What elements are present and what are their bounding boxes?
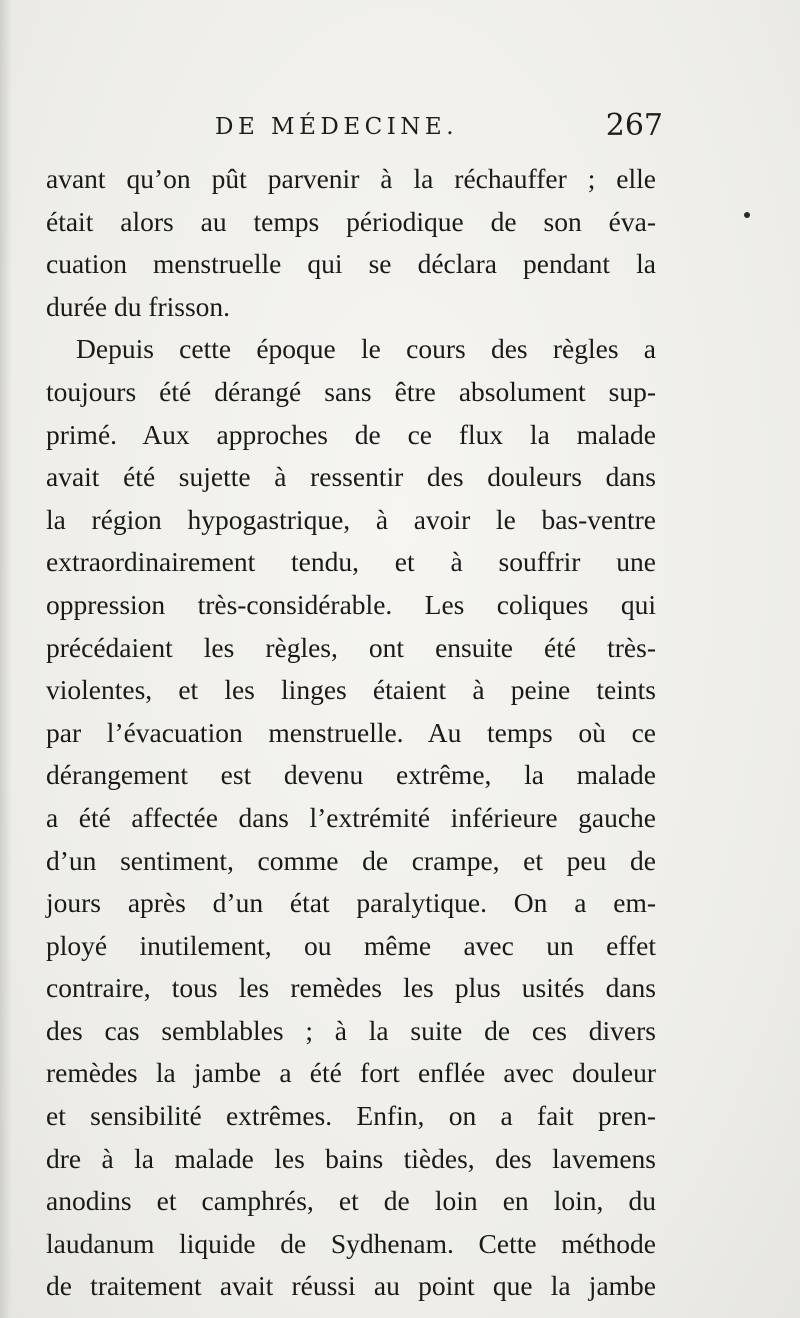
text-line: ployé inutilement, ou même avec un effet [46, 929, 656, 961]
text-line: dérangement est devenu extrême, la malade [46, 759, 656, 791]
text-line: cuation menstruelle qui se déclara pendant la [46, 248, 656, 280]
text-line: et sensibilité extrêmes. Enfin, on a fait pren- [46, 1100, 656, 1132]
running-title: DE MÉDECINE. [215, 114, 459, 140]
text-line: était alors au temps périodique de son éva- [46, 205, 656, 237]
text-line: dre à la malade les bains tièdes, des lavemens [46, 1142, 656, 1174]
page-edge-shadow [0, 0, 12, 1318]
text-line: primé. Aux approches de ce flux la malade [46, 418, 656, 450]
text-line: a été affectée dans l’extrémité inférieure gauche [46, 801, 656, 833]
ink-speck [744, 212, 750, 218]
text-line: par l’évacuation menstruelle. Au temps où ce [46, 716, 656, 748]
text-line: précédaient les règles, ont ensuite été très- [46, 631, 656, 663]
text-line: anodins et camphrés, et de loin en loin, du [46, 1185, 656, 1217]
page-number: 267 [605, 108, 663, 143]
text-line: jours après d’un état paralytique. On a em- [46, 887, 656, 919]
body-text [46, 158, 656, 1308]
text-line: toujours été dérangé sans être absolument sup- [46, 375, 656, 407]
text-line: des cas semblables ; à la suite de ces divers [46, 1014, 656, 1046]
text-line: remèdes la jambe a été fort enflée avec douleur [46, 1057, 656, 1089]
text-line: la région hypogastrique, à avoir le bas-ventre [46, 503, 656, 535]
text-line: de traitement avait réussi au point que la jambe [46, 1270, 656, 1302]
text-line: contraire, tous les remèdes les plus usités dans [46, 972, 656, 1004]
text-line: avant qu’on pût parvenir à la réchauffer ; elle [46, 163, 656, 194]
text-line: oppression très-considérable. Les coliques qui [46, 588, 656, 620]
text-line: durée du frisson. [46, 290, 231, 322]
text-line: avait été sujette à ressentir des douleurs dans [46, 461, 656, 493]
text-line: d’un sentiment, comme de crampe, et peu de [46, 844, 656, 876]
text-line: extraordinairement tendu, et à souffrir une [46, 546, 656, 578]
text-line: violentes, et les linges étaient à peine teints [46, 674, 656, 706]
page-header [215, 108, 663, 148]
paragraph-first-line: Depuis cette époque le cours des règles a [76, 333, 656, 365]
text-line: laudanum liquide de Sydhenam. Cette méthode [46, 1227, 656, 1259]
